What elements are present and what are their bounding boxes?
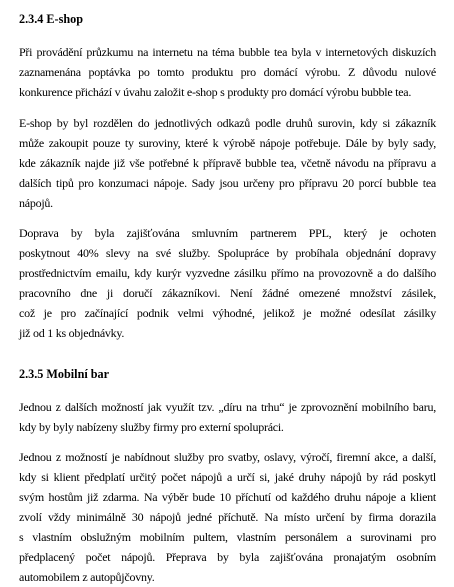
text-line: dalších tipů pro konzumaci nápoje. Sady jsou určeny pro přípravu 20 porcí bubble tea — [19, 176, 436, 190]
text-line: Doprava by byla zajišťována smluvním partnerem PPL, který je ochoten — [19, 226, 436, 240]
text-line: automobilem z autopůjčovny. — [19, 570, 155, 584]
text-line: nápojů. — [19, 196, 53, 210]
text-line: kde zákazník najde již vše potřebné k přípravě bubble tea, včetně návodu na přípravu a — [19, 156, 436, 170]
text-line: kdy by byly nabízeny služby firmy pro externí spolupráci. — [19, 420, 284, 434]
paragraph-eshop-delivery — [19, 223, 436, 343]
heading-mobile-bar: 2.3.5 Mobilní bar — [19, 367, 110, 381]
text-line: předplacený počet nápojů. Přeprava by byla zajišťována pronajatým osobním — [19, 550, 436, 564]
text-line: kdy si klient předplatí určitý počet nápojů a určí si, jaké druhy nápojů by rád poskytl — [19, 470, 436, 484]
paragraph-eshop-intro — [19, 42, 436, 102]
text-line: Jednou z dalších možností jak využít tzv. „díru na trhu“ je zprovoznění mobilního baru, — [19, 400, 436, 414]
text-line: Při provádění průzkumu na internetu na téma bubble tea byla v internetových diskuzích — [19, 45, 436, 59]
text-line: zvolí vždy minimálně 30 nápojů jedné příchutě. Na místo určení by firma dorazila — [19, 510, 436, 524]
paragraph-mobile-bar-intro — [19, 397, 436, 437]
text-line: poskytnout 40% slevy na své služby. Spolupráce by probíhala objednání dopravy — [19, 246, 436, 260]
text-line: zaznamenána poptávka po tomto produktu pro domácí výrobu. Z důvodu nulové — [19, 65, 436, 79]
text-line: pracovního dne ji doručí zákazníkovi. Není žádné omezené množství zásilek, — [19, 286, 436, 300]
text-line: Jednou z možností je nabídnout služby pro svatby, oslavy, výročí, firemní akce, a další, — [19, 450, 436, 464]
heading-eshop: 2.3.4 E-shop — [19, 12, 84, 26]
text-line: může zakoupit pouze ty suroviny, které k výrobě nápoje potřebuje. Dále by byly sady, — [19, 136, 436, 150]
text-line: což je pro začínající podnik velmi výhodné, jelikož je možné odesílat zásilky — [19, 306, 436, 320]
text-line: konkurence přichází v úvahu založit e-shop s produkty pro domácí výrobu bubble tea. — [19, 85, 412, 99]
text-line: prostřednictvím emailu, kdy kurýr vyzvedne zásilku přímo na provozovně a do dalšího — [19, 266, 436, 280]
paragraph-mobile-bar-services — [19, 447, 436, 587]
text-line: s vlastním obslužným mobilním pultem, vlastním personálem a surovinami pro — [19, 530, 436, 544]
text-line: svým hostům již zdarma. Na výběr bude 10 příchutí od každého druhu nápoje a klient — [19, 490, 436, 504]
paragraph-eshop-structure — [19, 113, 436, 213]
text-line: E-shop by byl rozdělen do jednotlivých odkazů podle druhů surovin, kdy si zákazník — [19, 116, 436, 130]
text-line: již od 1 ks objednávky. — [19, 326, 125, 340]
